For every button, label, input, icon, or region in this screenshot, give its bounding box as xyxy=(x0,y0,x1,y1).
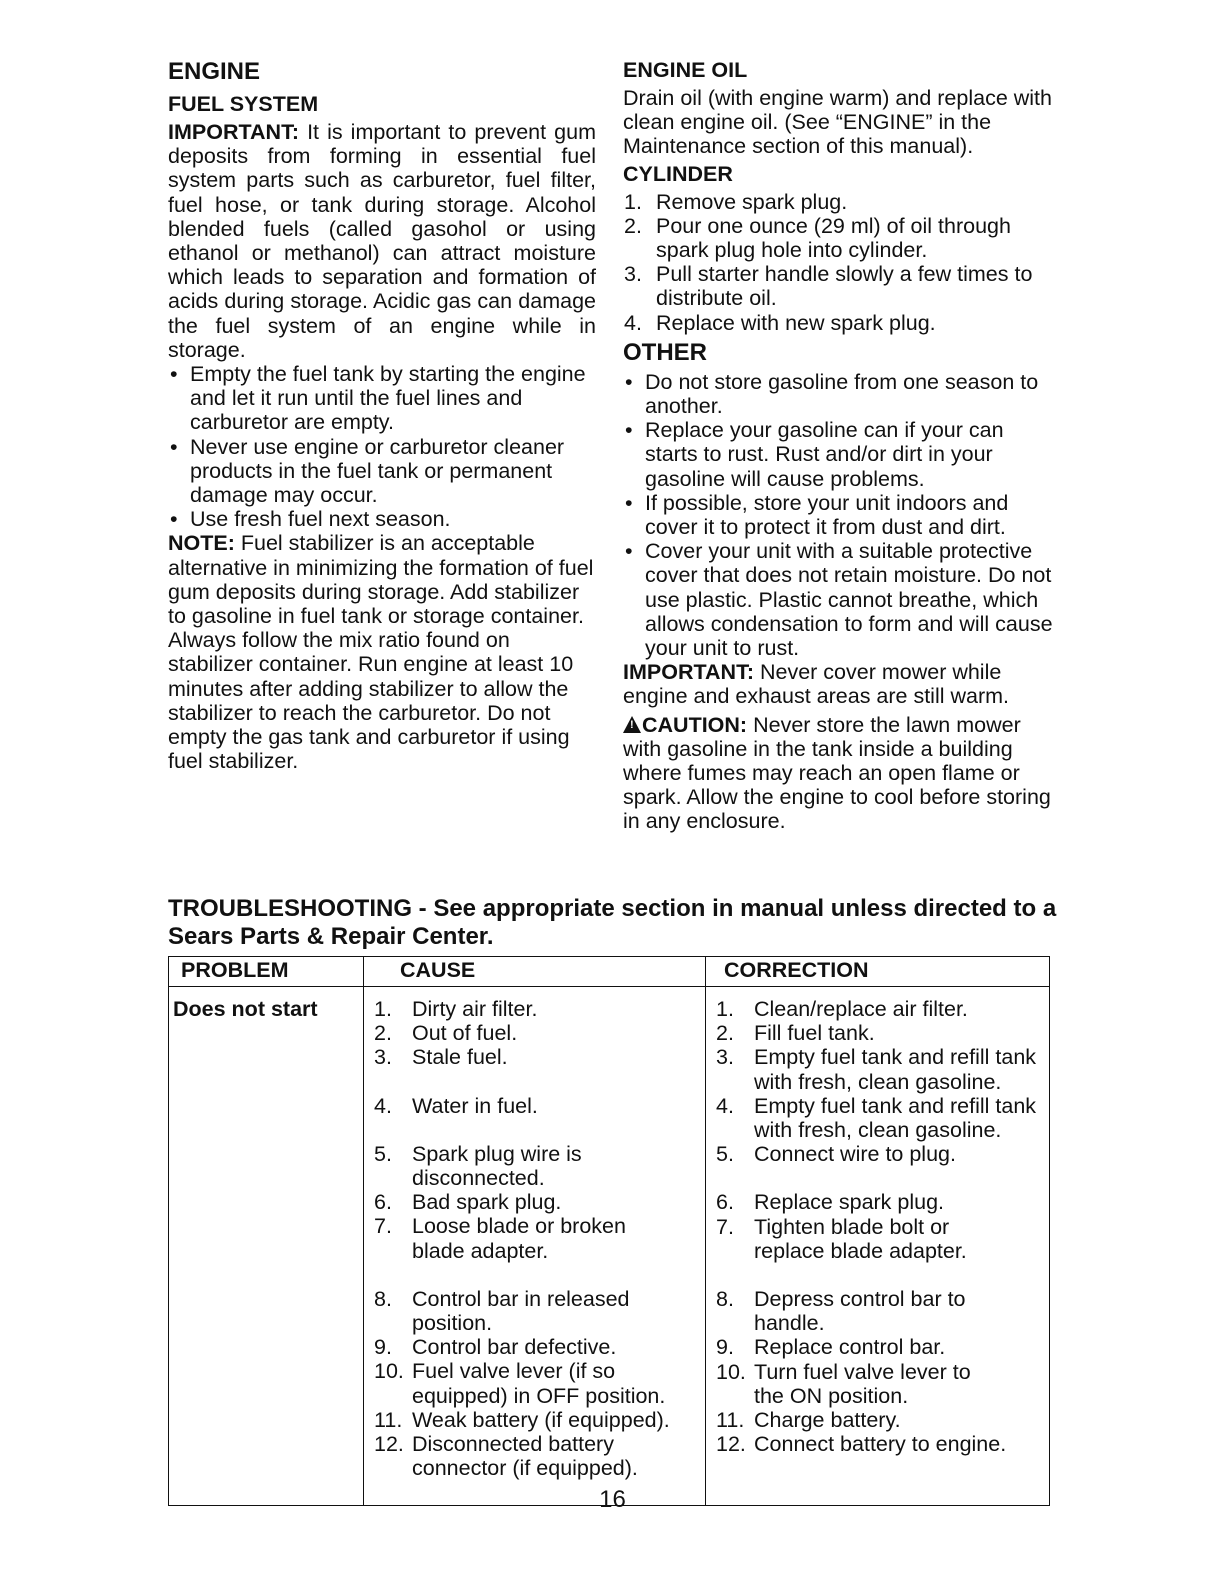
step-number: 4. xyxy=(624,310,642,335)
problem-header: PROBLEM xyxy=(169,957,364,987)
list-item xyxy=(716,1215,1049,1263)
cause-header: CAUSE xyxy=(364,957,706,987)
spacer xyxy=(716,1166,1049,1190)
important-label: IMPORTANT: xyxy=(623,660,754,685)
spacer xyxy=(374,1118,705,1142)
correction-header: CORRECTION xyxy=(706,957,1050,987)
item-number: 9. xyxy=(374,1335,392,1360)
other-bullet: • If possible, store your unit indoors and cover it to protect it from dust and dirt. xyxy=(623,491,1053,539)
item-number: 11. xyxy=(716,1408,745,1433)
list-item xyxy=(374,1359,705,1407)
fuel-system-heading: FUEL SYSTEM xyxy=(168,92,319,116)
correction-text: Tighten blade bolt or replace blade adapter. xyxy=(754,1214,967,1263)
correction-cell xyxy=(706,987,1050,1506)
step-text: Replace with new spark plug. xyxy=(656,310,936,335)
list-item xyxy=(374,1045,705,1069)
item-number: 12. xyxy=(374,1432,404,1457)
step-number: 1. xyxy=(624,189,642,214)
fuel-bullet: • Empty the fuel tank by starting the engine and let it run until the fuel lines and carburetor are empty. xyxy=(168,362,596,435)
item-number: 7. xyxy=(374,1214,392,1239)
problem-cell: Does not start xyxy=(169,987,364,1506)
list-item xyxy=(374,1190,705,1214)
important-text: It is important to prevent gum deposits from forming in essential fuel system parts such as carburetor, fuel filter, fuel hose, or tank during storage. Alcohol blended fuels (called gasohol or using ethanol or methanol) can attract moisture which leads to separation and formation of acids during storage. Acidic gas can damage the fuel system of an engine while in storage. xyxy=(168,120,596,362)
list-item xyxy=(716,1142,1049,1166)
other-bullet: • Replace your gasoline can if your can starts to rust. Rust and/or dirt in your gasoline will cause problems. xyxy=(623,418,1053,491)
cause-text: Spark plug wire is disconnected. xyxy=(412,1141,582,1191)
troubleshooting-title: TROUBLESHOOTING - See appropriate section in manual unless directed to a Sears Parts & Repair Center. xyxy=(168,895,1057,950)
list-item xyxy=(716,1045,1049,1093)
item-number: 7. xyxy=(716,1214,734,1239)
correction-list xyxy=(716,997,1049,1456)
spacer xyxy=(716,1263,1049,1287)
caution-paragraph xyxy=(623,713,1053,834)
list-item xyxy=(374,1335,705,1359)
storage-important-paragraph xyxy=(623,660,1053,708)
list-item xyxy=(374,1214,705,1262)
other-bullet: • Do not store gasoline from one season to another. xyxy=(623,370,1053,418)
item-number: 1. xyxy=(716,997,734,1021)
item-number: 8. xyxy=(374,1286,392,1311)
list-item xyxy=(716,1287,1049,1335)
item-number: 6. xyxy=(716,1190,734,1215)
correction-text: Empty fuel tank and refill tank with fresh, clean gasoline. xyxy=(754,1045,1037,1094)
list-item xyxy=(716,1094,1049,1142)
troubleshooting-table xyxy=(168,956,1050,1506)
cylinder-heading: CYLINDER xyxy=(623,161,733,186)
item-number: 2. xyxy=(716,1021,734,1046)
other-bullets xyxy=(623,370,1053,660)
cause-text: Loose blade or broken blade adapter. xyxy=(412,1214,626,1263)
list-item xyxy=(716,1408,1049,1432)
correction-text: Charge battery. xyxy=(754,1408,901,1433)
fuel-bullets xyxy=(168,362,596,531)
list-item xyxy=(374,1021,705,1045)
list-item xyxy=(716,1021,1049,1045)
list-item xyxy=(374,1408,705,1432)
list-item xyxy=(374,997,705,1021)
list-item xyxy=(374,1142,705,1190)
list-item xyxy=(716,1190,1049,1214)
cause-text: Disconnected battery connector (if equipped). xyxy=(412,1432,638,1481)
cause-text: Weak battery (if equipped). xyxy=(412,1407,670,1432)
page-number: 16 xyxy=(599,1486,626,1513)
item-number: 2. xyxy=(374,1021,392,1046)
other-bullet: • Cover your unit with a suitable protective cover that does not retain moisture. Do not use plastic. Plastic cannot breathe, which allows condensation to form and will cause your unit to rust. xyxy=(623,539,1053,660)
item-number: 4. xyxy=(374,1093,392,1118)
engine-oil-heading: ENGINE OIL xyxy=(623,58,748,82)
note-paragraph xyxy=(168,531,596,773)
left-column xyxy=(168,58,596,773)
item-number: 4. xyxy=(716,1093,734,1118)
cylinder-step xyxy=(623,262,1053,310)
fuel-important-paragraph xyxy=(168,120,596,362)
item-number: 3. xyxy=(716,1045,734,1070)
step-number: 2. xyxy=(624,213,642,238)
spacer xyxy=(374,1070,705,1094)
item-number: 6. xyxy=(374,1190,392,1215)
correction-text: Fill fuel tank. xyxy=(754,1021,875,1046)
note-label: NOTE: xyxy=(168,531,235,556)
fuel-bullet: • Never use engine or carburetor cleaner products in the fuel tank or permanent damage may occur. xyxy=(168,435,596,508)
cylinder-step xyxy=(623,311,1053,335)
correction-text: Empty fuel tank and refill tank with fresh, clean gasoline. xyxy=(754,1093,1037,1143)
table-row xyxy=(169,987,1050,1506)
cause-text: Fuel valve lever (if so equipped) in OFF position. xyxy=(412,1359,666,1408)
item-number: 10. xyxy=(374,1359,404,1384)
step-number: 3. xyxy=(624,262,642,287)
correction-text: Replace control bar. xyxy=(754,1335,946,1360)
cylinder-step xyxy=(623,190,1053,214)
list-item xyxy=(716,997,1049,1021)
cause-text: Stale fuel. xyxy=(412,1045,508,1070)
cause-text: Dirty air filter. xyxy=(412,997,538,1021)
item-number: 5. xyxy=(716,1142,734,1167)
correction-text: Connect wire to plug. xyxy=(754,1142,956,1167)
item-number: 5. xyxy=(374,1141,392,1166)
item-number: 12. xyxy=(716,1432,746,1457)
step-text: Pull starter handle slowly a few times to distribute oil. xyxy=(656,262,1033,311)
note-text: Fuel stabilizer is an acceptable alternative in minimizing the formation of fuel gum deposits during storage. Add stabilizer to gasoline in fuel tank or storage container. Always follow the mix ratio found on stabilizer container. Run engine at least 10 minutes after adding stabilizer to allow the stabilizer to reach the carburetor. Do not empty the gas tank and carburetor if using fuel stabilizer. xyxy=(168,531,594,774)
warning-triangle-icon xyxy=(623,716,641,733)
cause-text: Water in fuel. xyxy=(412,1093,538,1118)
spacer xyxy=(374,1263,705,1287)
item-number: 10. xyxy=(716,1359,746,1384)
cylinder-step xyxy=(623,214,1053,262)
other-heading: OTHER xyxy=(623,338,707,366)
right-column xyxy=(623,58,1053,834)
table-header-row xyxy=(169,957,1050,987)
correction-text: Clean/replace air filter. xyxy=(754,997,968,1021)
list-item xyxy=(374,1432,705,1480)
list-item xyxy=(716,1360,1049,1408)
correction-text: Connect battery to engine. xyxy=(754,1432,1007,1457)
correction-text: Turn fuel valve lever to the ON position. xyxy=(754,1359,971,1408)
item-number: 8. xyxy=(716,1287,734,1312)
cause-text: Bad spark plug. xyxy=(412,1190,562,1215)
item-number: 11. xyxy=(374,1407,403,1432)
caution-label: CAUTION: xyxy=(642,712,748,737)
cause-list xyxy=(374,997,705,1480)
step-text: Remove spark plug. xyxy=(656,189,848,214)
item-number: 3. xyxy=(374,1045,392,1070)
cause-text: Control bar in released position. xyxy=(412,1286,630,1336)
item-number: 1. xyxy=(374,997,392,1021)
important-text: Never cover mower while engine and exhaust areas are still warm. xyxy=(623,660,1010,709)
engine-heading: ENGINE xyxy=(168,58,261,85)
cause-text: Out of fuel. xyxy=(412,1021,518,1046)
engine-oil-text: Drain oil (with engine warm) and replace with clean engine oil. (See “ENGINE” in the Maintenance section of this manual). xyxy=(623,86,1052,159)
correction-text: Depress control bar to handle. xyxy=(754,1287,966,1336)
cylinder-steps xyxy=(623,190,1053,335)
important-label: IMPORTANT: xyxy=(168,120,299,144)
correction-text: Replace spark plug. xyxy=(754,1190,945,1215)
caution-text: Never store the lawn mower with gasoline in the tank inside a building where fumes may reach an open flame or spark. Allow the engine to cool before storing in any enclosure. xyxy=(623,712,1051,834)
list-item xyxy=(716,1432,1049,1456)
step-text: Pour one ounce (29 ml) of oil through spark plug hole into cylinder. xyxy=(656,213,1011,263)
cause-cell xyxy=(364,987,706,1506)
fuel-bullet: • Use fresh fuel next season. xyxy=(168,507,596,531)
cause-text: Control bar defective. xyxy=(412,1335,617,1360)
list-item xyxy=(374,1287,705,1335)
list-item xyxy=(374,1094,705,1118)
list-item xyxy=(716,1335,1049,1359)
item-number: 9. xyxy=(716,1335,734,1360)
